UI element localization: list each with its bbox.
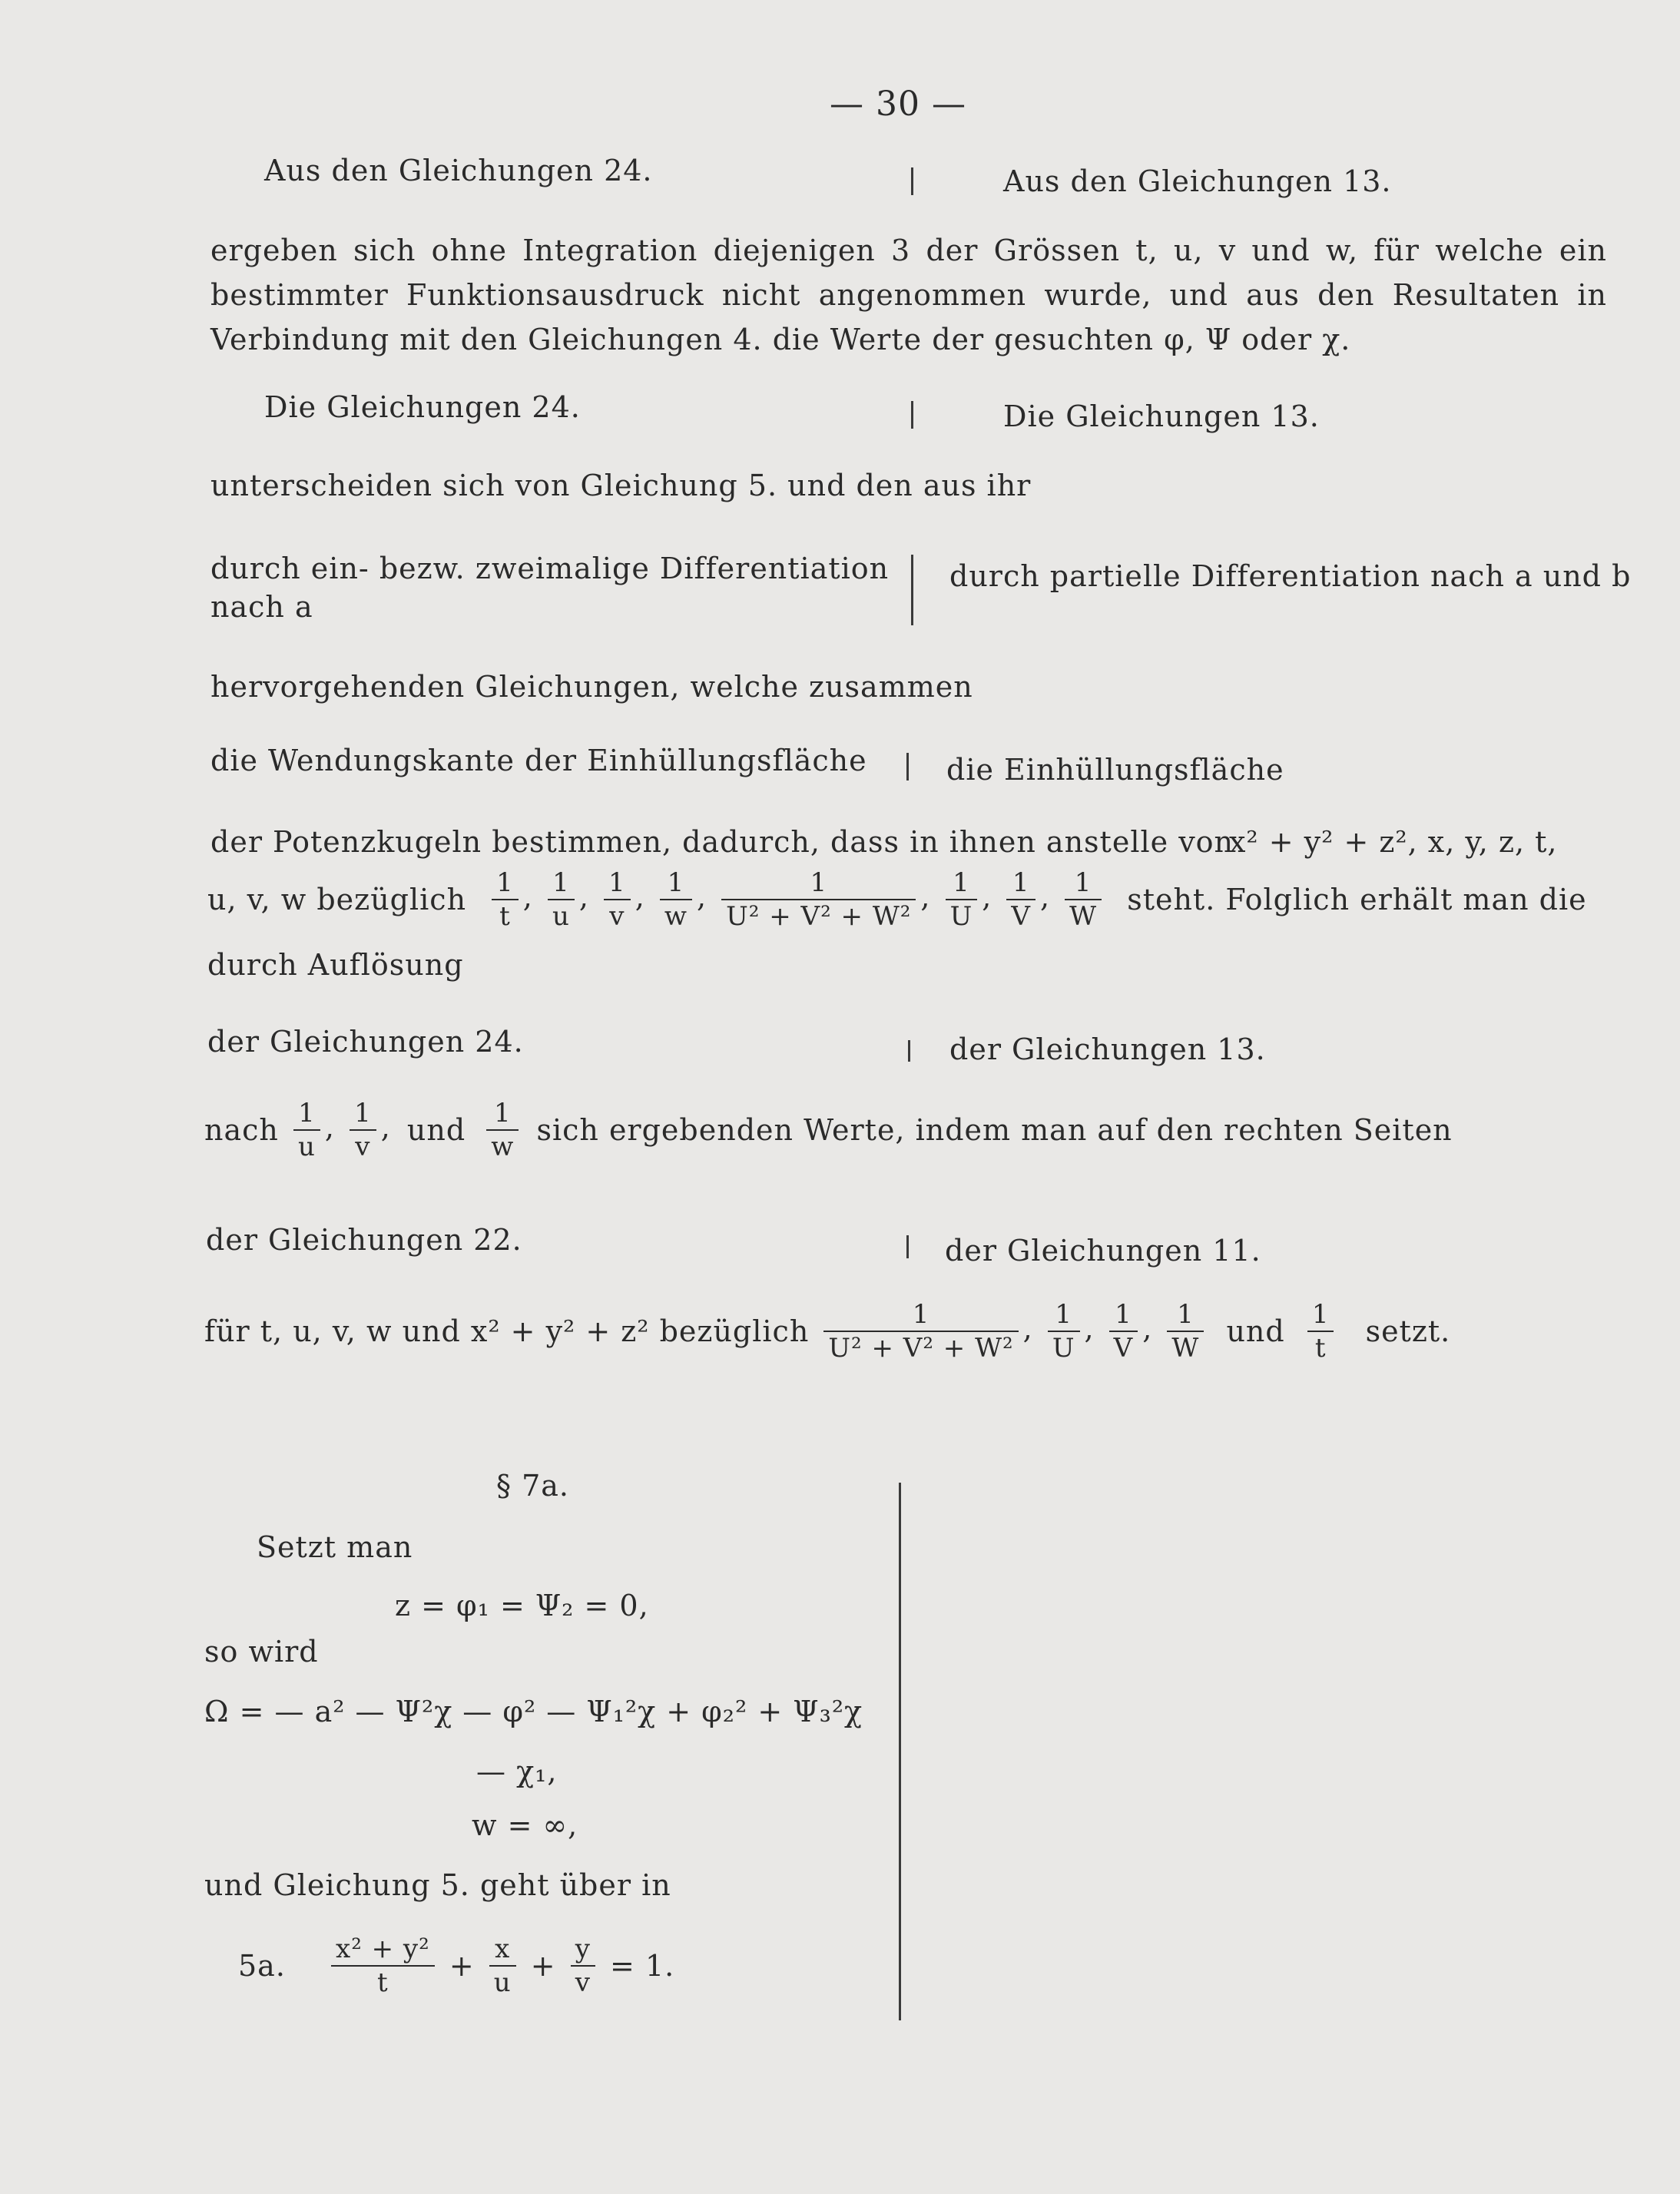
fraction-1-over-v: $\frac{1}{v}$ xyxy=(604,867,631,933)
sich-ergebenden-text: sich ergebenden Werte, indem man auf den rechten Seiten xyxy=(536,1113,1453,1147)
fraction-1-over-U: $\frac{1}{U}$ xyxy=(946,867,978,933)
right-der-gleichungen: der Gleichungen 13. xyxy=(949,1032,1266,1066)
und-text-2: und xyxy=(1226,1314,1285,1348)
paragraph-line-1: ergeben sich ohne Integration diejenigen 3 der Grössen t, u, v und w, für welche ein xyxy=(210,234,1607,267)
fraction-1-over-u: $\frac{1}{u}$ xyxy=(548,867,575,933)
w-infinity: w = ∞, xyxy=(472,1808,578,1842)
page-number: — 30 — xyxy=(830,85,966,124)
potenzkugeln-line: der Potenzkugeln bestimmen, dadurch, dass in ihnen anstelle von xyxy=(210,825,1234,859)
equation-label: 5a. xyxy=(238,1949,286,1983)
left-nach-a: nach a xyxy=(210,590,313,624)
nach-line: nach $\frac{1}{u}$ , $\frac{1}{v}$ , und $\frac{1}{w}$ sich ergebenden Werte, indem man auf den rechten Seiten xyxy=(204,1098,1453,1162)
plus-sign: + xyxy=(530,1949,556,1983)
fuer-line: für t, u, v, w und x² + y² + z² bezüglich $\frac{1}{\text{U² + V² + W²}}$ , $\frac{1}{U}$ , $\frac{1}{V}$ , $\frac{1}{W}$ und $\frac{1}{t}$ setzt. xyxy=(204,1299,1451,1364)
setzt-text: setzt. xyxy=(1365,1314,1451,1348)
potenz-expression: x² + y² + z², x, y, z, t, xyxy=(1229,825,1558,859)
fraction-1-over-U-2: $\frac{1}{U}$ xyxy=(1048,1298,1080,1364)
right-einhuellungsflaeche: die Einhüllungsfläche xyxy=(946,753,1284,787)
column-separator xyxy=(906,753,909,780)
left-wendungskante: die Wendungskante der Einhüllungsfläche xyxy=(210,744,867,777)
omega-equation: Ω = — a² — Ψ²χ — φ² — Ψ₁²χ + φ₂² + Ψ₃²χ xyxy=(204,1695,863,1728)
left-differentiation: durch ein- bezw. zweimalige Differentiation xyxy=(210,552,890,585)
fraction-1-over-W-2: $\frac{1}{W}$ xyxy=(1167,1298,1204,1364)
fraction-line: u, v, w bezüglich $\frac{1}{t}$ , $\frac{1}{u}$ , $\frac{1}{v}$ , $\frac{1}{w}$ , $\frac{1}{\text{U² + V² + W²}}$ , $\frac{1}{U}$ , $\frac{1}{V}$ , $\frac{1}{W}$ steht. Folglich erhält man die xyxy=(207,867,1587,932)
hervorgehenden-line: hervorgehenden Gleichungen, welche zusammen xyxy=(210,670,973,704)
chi1-term: — χ₁, xyxy=(476,1755,558,1788)
fraction-1-over-u-2: $\frac{1}{u}$ xyxy=(293,1097,320,1163)
equation-z-phi-psi: z = φ₁ = Ψ₂ = 0, xyxy=(395,1589,649,1622)
column-separator xyxy=(911,401,913,429)
setzt-man: Setzt man xyxy=(257,1530,413,1564)
column-separator xyxy=(911,555,913,625)
fraction-1-over-W: $\frac{1}{W}$ xyxy=(1065,867,1102,933)
column-separator xyxy=(908,1040,910,1062)
fraction-1-over-V-2: $\frac{1}{V}$ xyxy=(1109,1298,1138,1364)
left-der-gleichungen-22: der Gleichungen 22. xyxy=(206,1223,522,1257)
left-aus-den-gleichungen: Aus den Gleichungen 24. xyxy=(264,154,653,187)
fraction-1-over-v-2: $\frac{1}{v}$ xyxy=(350,1097,376,1163)
column-separator xyxy=(911,167,913,195)
fraction-1-over-w: $\frac{1}{w}$ xyxy=(660,867,692,933)
fraction-xy-over-t: $\frac{\text{x² + y²}}{t}$ xyxy=(331,1933,435,1999)
section-title: § 7a. xyxy=(496,1469,569,1503)
aufloesung-line: durch Auflösung xyxy=(207,948,464,982)
left-die-gleichungen: Die Gleichungen 24. xyxy=(264,390,581,424)
gleichung-5-uebergeht: und Gleichung 5. geht über in xyxy=(204,1868,671,1902)
right-der-gleichungen-11: der Gleichungen 11. xyxy=(945,1234,1261,1268)
fraction-1-over-uvw-sum: $\frac{1}{\text{U² + V² + W²}}$ xyxy=(721,867,916,933)
fuer-text: für t, u, v, w und x² + y² + z² bezüglich xyxy=(204,1314,810,1348)
so-wird: so wird xyxy=(204,1635,319,1669)
equation-rhs: = 1. xyxy=(610,1949,675,1983)
fraction-1-over-uvw-sum-2: $\frac{1}{\text{U² + V² + W²}}$ xyxy=(823,1298,1018,1364)
fraction-1-over-w-2: $\frac{1}{w}$ xyxy=(486,1097,519,1163)
left-der-gleichungen: der Gleichungen 24. xyxy=(207,1025,524,1059)
column-separator xyxy=(906,1235,909,1258)
right-aus-den-gleichungen: Aus den Gleichungen 13. xyxy=(1003,164,1392,198)
fraction-1-over-V: $\frac{1}{V}$ xyxy=(1006,867,1036,933)
column-divider-line xyxy=(899,1483,901,2020)
right-differentiation: durch partielle Differentiation nach a und b xyxy=(949,559,1632,593)
right-die-gleichungen: Die Gleichungen 13. xyxy=(1003,399,1320,433)
plus-sign: + xyxy=(449,1949,475,1983)
equation-5a xyxy=(238,1933,674,1999)
unterscheiden-line: unterscheiden sich von Gleichung 5. und den aus ihr xyxy=(210,469,1032,502)
nach-text: nach xyxy=(204,1113,279,1147)
fraction-x-over-u: $\frac{x}{u}$ xyxy=(489,1933,516,1999)
paragraph-line-2: bestimmter Funktionsausdruck nicht angenommen wurde, und aus den Resultaten in xyxy=(210,278,1607,312)
und-text: und xyxy=(406,1113,466,1147)
steht-text: steht. Folglich erhält man die xyxy=(1127,883,1587,916)
fraction-y-over-v: $\frac{y}{v}$ xyxy=(571,1933,595,1999)
paragraph-line-3: Verbindung mit den Gleichungen 4. die Werte der gesuchten φ, Ψ oder χ. xyxy=(210,323,1351,356)
fraction-1-over-t: $\frac{1}{t}$ xyxy=(492,867,519,933)
fraction-1-over-t-2: $\frac{1}{t}$ xyxy=(1307,1298,1334,1364)
uvw-bezueglich: u, v, w bezüglich xyxy=(207,883,467,916)
